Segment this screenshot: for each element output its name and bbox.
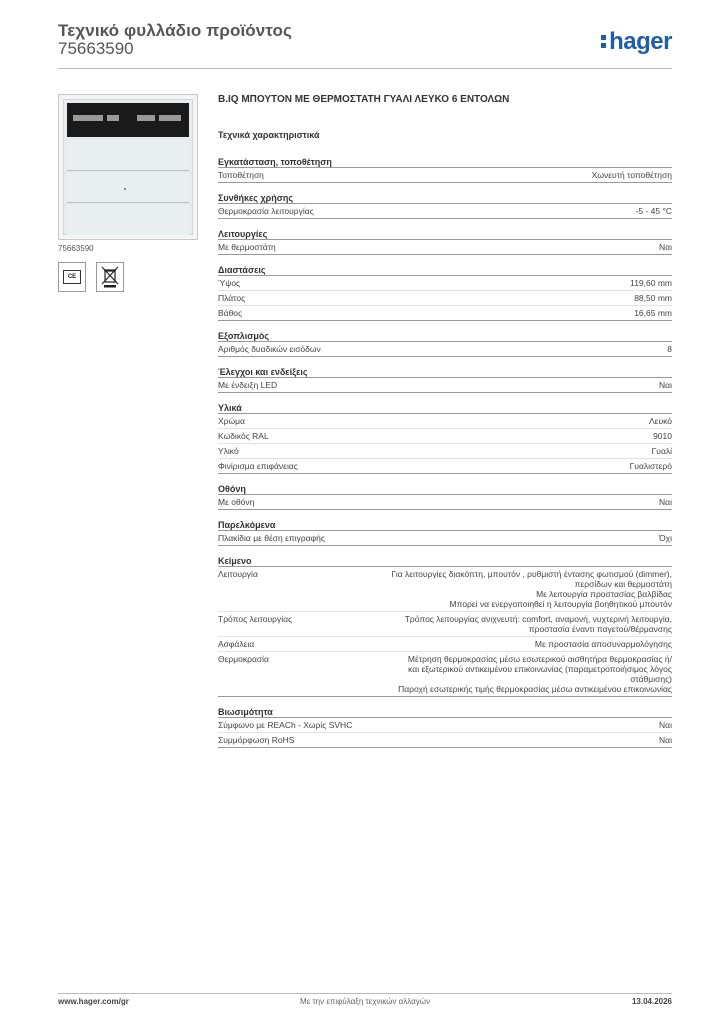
spec-row: [218, 291, 672, 306]
spec-value: [258, 569, 672, 609]
spec-label: Ύψος: [218, 278, 241, 288]
section-title: Βιωσιμότητα: [218, 706, 672, 718]
spec-value: [240, 278, 672, 288]
spec-label: Λειτουργία: [218, 569, 258, 579]
spec-row: [218, 378, 672, 393]
spec-section: [218, 519, 672, 546]
spec-value-line: Ναι: [659, 497, 672, 507]
footer-note: Με την επιφύλαξη τεχνικών αλλαγών: [300, 997, 430, 1006]
product-image: [58, 94, 198, 240]
spec-section: [218, 264, 672, 321]
spec-label: Θερμοκρασία λειτουργίας: [218, 206, 314, 216]
spec-value-line: Για λειτουργίες διακόπτη, μπουτόν , ρυθμιστή έντασης φωτισμού (dimmer),: [391, 569, 672, 579]
spec-label: Πλάτος: [218, 293, 246, 303]
logo-text: hager: [609, 28, 672, 55]
ce-mark-icon: CE: [58, 262, 86, 292]
product-code: 75663590: [58, 39, 134, 58]
spec-row: [218, 240, 672, 255]
spec-value-line: Χωνευτή τοποθέτηση: [591, 170, 672, 180]
spec-section: [218, 192, 672, 219]
section-title: Εγκατάσταση, τοποθέτηση: [218, 156, 672, 168]
spec-value-line: Γυαλί: [651, 446, 672, 456]
spec-value-line: Ναι: [659, 735, 672, 745]
spec-value-line: περσίδων και θερμοστάτη: [574, 579, 672, 589]
spec-value-line: 8: [667, 344, 672, 354]
spec-value-line: 16,65 mm: [634, 308, 672, 318]
spec-value: [264, 170, 672, 180]
spec-label: Ασφάλεια: [218, 639, 255, 649]
spec-label: Σύμφωνο με REACh - Χωρίς SVHC: [218, 720, 353, 730]
spec-section: [218, 366, 672, 393]
spec-value: [352, 720, 672, 730]
spec-label: Πλακίδια με θέση επιγραφής: [218, 533, 325, 543]
spec-row: [218, 652, 672, 697]
section-title: Διαστάσεις: [218, 264, 672, 276]
spec-value-line: -5 - 45 °C: [635, 206, 672, 216]
spec-value-line: Μπορεί να ενεργοποιηθεί η λειτουργία βοηθητικού μπουτόν: [449, 599, 672, 609]
spec-value: [254, 639, 672, 649]
spec-value-line: Με λειτουργία προστασίας βαλβίδας: [536, 589, 672, 599]
spec-row: [218, 276, 672, 291]
spec-value: [314, 206, 672, 216]
spec-value: [245, 416, 672, 426]
spec-value-line: Γυαλιστερό: [629, 461, 672, 471]
device-illustration: [63, 99, 193, 235]
spec-value-line: Ναι: [659, 380, 672, 390]
spec-value: [276, 242, 672, 252]
spec-row: [218, 306, 672, 321]
spec-row: [218, 733, 672, 748]
spec-row: [218, 495, 672, 510]
device-display: [67, 103, 189, 137]
spec-section: [218, 555, 672, 697]
spec-value-line: στάθμισης): [630, 674, 672, 684]
spec-value: [269, 654, 672, 694]
spec-label: Συμμόρφωση RoHS: [218, 735, 295, 745]
spec-value-line: 119,60 mm: [630, 278, 672, 288]
spec-value: [321, 344, 672, 354]
spec-value: [269, 431, 672, 441]
spec-value: [325, 533, 672, 543]
spec-sections: [218, 156, 672, 748]
spec-label: Τοποθέτηση: [218, 170, 264, 180]
crossed-bin-icon: [101, 266, 119, 288]
spec-row: [218, 459, 672, 474]
spec-row: [218, 444, 672, 459]
spec-value: [277, 380, 672, 390]
hager-logo: [601, 28, 672, 56]
header-divider: [58, 68, 672, 69]
spec-value: [292, 614, 672, 634]
spec-section: [218, 228, 672, 255]
product-title: B.IQ ΜΠΟΥΤΟΝ ΜΕ ΘΕΡΜΟΣΤΑΤΗ ΓΥΑΛΙ ΛΕΥΚΟ 6 ΕΝΤΟΛΩΝ: [218, 94, 510, 105]
tech-heading: Τεχνικά χαρακτηριστικά: [218, 130, 320, 140]
spec-label: Τρόπος λειτουργίας: [218, 614, 293, 624]
spec-row: [218, 342, 672, 357]
spec-value-line: Ναι: [659, 242, 672, 252]
spec-label: Με οθόνη: [218, 497, 255, 507]
spec-label: Κωδικός RAL: [218, 431, 269, 441]
device-key: [67, 204, 189, 235]
spec-row: [218, 718, 672, 733]
spec-label: Με ένδειξη LED: [218, 380, 278, 390]
spec-value-line: Ναι: [659, 720, 672, 730]
spec-label: Υλικό: [218, 446, 239, 456]
spec-value: [254, 497, 672, 507]
spec-section: [218, 402, 672, 474]
footer-divider: [58, 993, 672, 994]
spec-section: [218, 330, 672, 357]
spec-label: Χρώμα: [218, 416, 245, 426]
spec-value: [245, 293, 672, 303]
section-title: Υλικά: [218, 402, 672, 414]
spec-label: Βάθος: [218, 308, 243, 318]
device-key: [67, 140, 189, 171]
spec-section: [218, 706, 672, 748]
spec-label: Φινίρισμα επιφάνειας: [218, 461, 298, 471]
section-title: Λειτουργίες: [218, 228, 672, 240]
page-header: [58, 18, 672, 68]
spec-section: [218, 483, 672, 510]
logo-colon-icon: [601, 31, 607, 49]
footer-date: 13.04.2026: [631, 997, 672, 1006]
weee-bin-icon: [96, 262, 124, 292]
spec-content: [218, 94, 672, 757]
spec-label: Θερμοκρασία: [218, 654, 269, 664]
spec-row: [218, 204, 672, 219]
spec-label: Με θερμοστάτη: [218, 242, 276, 252]
spec-value-line: 9010: [653, 431, 672, 441]
spec-label: Αριθμός δυαδικών εισόδων: [218, 344, 321, 354]
document-title: Τεχνικό φυλλάδιο προϊόντος: [58, 21, 292, 40]
spec-value-line: Τρόπος λειτουργίας ανιχνευτή: comfort, αναμονή, νυχτερινή λειτουργία,: [404, 614, 672, 624]
spec-value-line: και εξωτερικού αντικειμένου επικοινωνίας (παραμετροποιήσιμος λόγος: [408, 664, 672, 674]
spec-value: [242, 308, 672, 318]
spec-value-line: προστασία έναντι παγετού/θέρμανσης: [528, 624, 672, 634]
section-title: Κείμενο: [218, 555, 672, 567]
spec-value-line: Παροχή εσωτερικής τιμής θερμοκρασίας μέσω αντικειμένου επικοινωνίας: [398, 684, 672, 694]
section-title: Οθόνη: [218, 483, 672, 495]
section-title: Εξοπλισμός: [218, 330, 672, 342]
device-key: [67, 172, 189, 203]
spec-value: [239, 446, 672, 456]
spec-row: [218, 531, 672, 546]
spec-section: [218, 156, 672, 183]
spec-value-line: Λευκό: [649, 416, 672, 426]
spec-value: [294, 735, 672, 745]
device-led: [124, 188, 126, 190]
spec-row: [218, 168, 672, 183]
spec-value-line: Μέτρηση θερμοκρασίας μέσω εσωτερικού αισθητήρα θερμοκρασίας ή/: [407, 654, 672, 664]
spec-value-line: Με προστασία αποσυναρμολόγησης: [534, 639, 672, 649]
section-title: Παρελκόμενα: [218, 519, 672, 531]
spec-row: [218, 429, 672, 444]
spec-row: [218, 567, 672, 612]
spec-row: [218, 612, 672, 637]
spec-value: [298, 461, 672, 471]
spec-row: [218, 414, 672, 429]
image-caption: 75663590: [58, 244, 94, 253]
section-title: Έλεγχοι και ενδείξεις: [218, 366, 672, 378]
section-title: Συνθήκες χρήσης: [218, 192, 672, 204]
spec-value-line: Όχι: [659, 533, 672, 543]
spec-row: [218, 637, 672, 652]
footer-url[interactable]: www.hager.com/gr: [58, 997, 129, 1006]
spec-value-line: 88,50 mm: [634, 293, 672, 303]
